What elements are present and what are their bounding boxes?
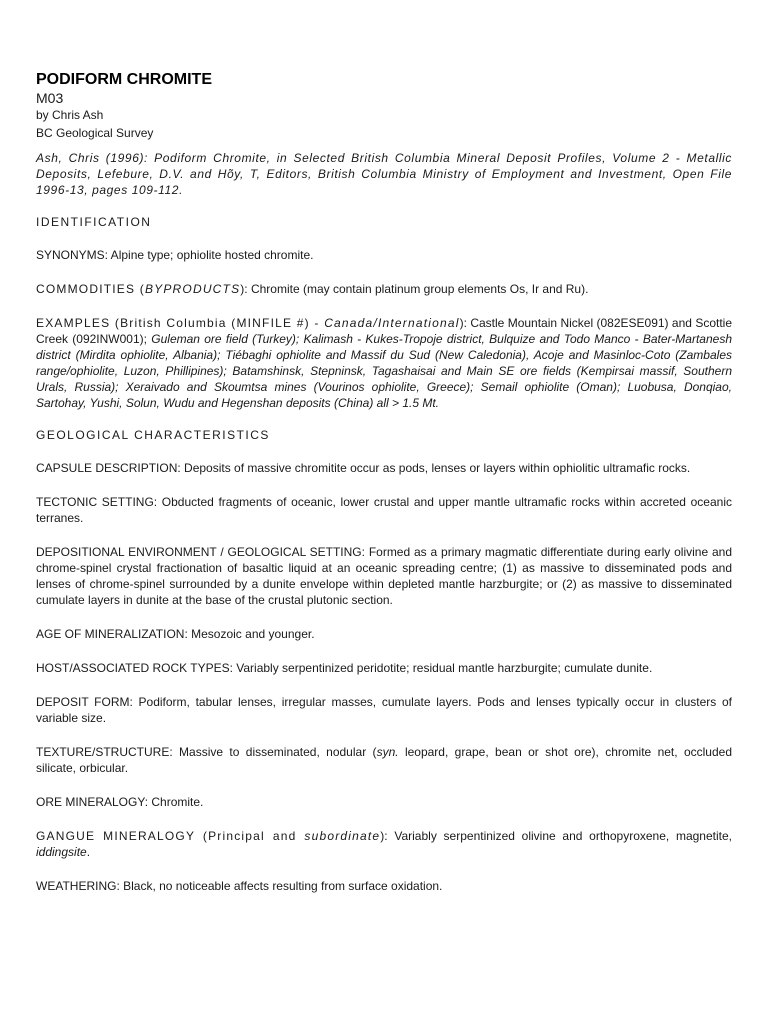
- ore-mineralogy-paragraph: ORE MINERALOGY: Chromite.: [36, 795, 204, 809]
- deposit-form-paragraph: DEPOSIT FORM: Podiform, tabular lenses, irregular masses, cumulate layers. Pods and lenses typically occur in clusters of variable size.: [36, 695, 732, 725]
- texture-text-start: TEXTURE/STRUCTURE: Massive to disseminated, nodular (: [36, 745, 377, 759]
- commodities-label: COMMODITIES (: [36, 282, 145, 296]
- gangue-mineralogy-paragraph: [36, 828, 732, 860]
- examples-international-label: Canada/International: [324, 316, 460, 330]
- commodities-byproducts: BYPRODUCTS: [144, 282, 241, 296]
- examples-international: Guleman ore field (Turkey); Kalimash - Kukes-Tropoje district, Bulquize and Todo Manco - Bater-Martanesh district (Mirdita ophiolite, Albania); Tiébaghi ophiolite and Massif du Sud (New Caledonia), Acoje and Masinloc-Coto (Zambales range/ophiolite, Luzon, Phillipines); Batamshinsk, Stepninsk, Tagashaisai and Main SE ore fields (Kempirsai massif, Southern Urals, Russia); Xeraivado and Skoumtsa mines (Vourinos ophiolite, Greece); Semail ophiolite (Oman); Luobusa, Donqiao, Sartohay, Yushi, Solun, Wudu and Hegenshan deposits (China) all > 1.5 Mt.: [36, 332, 732, 410]
- capsule-description-paragraph: CAPSULE DESCRIPTION: Deposits of massive chromitite occur as pods, lenses or layers within ophiolitic ultramafic rocks.: [36, 461, 691, 475]
- synonyms-paragraph: SYNONYMS: Alpine type; ophiolite hosted chromite.: [36, 248, 314, 262]
- examples-paragraph: [36, 315, 732, 411]
- commodities-text: ): Chromite (may contain platinum group elements Os, Ir and Ru).: [240, 282, 589, 296]
- examples-label: EXAMPLES (British Columbia (MINFILE #) -: [36, 316, 325, 330]
- texture-structure-paragraph: [36, 744, 732, 776]
- gangue-subordinate: subordinate: [304, 829, 381, 843]
- gangue-end: .: [86, 845, 91, 859]
- citation: Ash, Chris (1996): Podiform Chromite, in Selected British Columbia Mineral Deposit Profiles, Volume 2 - Metallic Deposits, Lefebure, D.V. and Hõy, T, Editors, British Columbia Ministry of Employment and Investment, Open File 1996-13, pages 109-112.: [36, 151, 732, 197]
- author-line: by Chris Ash: [36, 108, 104, 122]
- document-title: PODIFORM CHROMITE: [36, 71, 212, 88]
- commodities-paragraph: [36, 281, 732, 297]
- tectonic-setting-paragraph: TECTONIC SETTING: Obducted fragments of oceanic, lower crustal and upper mantle ultramafic rocks within accreted oceanic terranes.: [36, 495, 732, 525]
- gangue-text: ): Variably serpentinized olivine and orthopyroxene, magnetite,: [380, 829, 732, 843]
- age-of-mineralization-paragraph: AGE OF MINERALIZATION: Mesozoic and younger.: [36, 627, 315, 641]
- organization-line: BC Geological Survey: [36, 126, 154, 140]
- gangue-iddingsite: iddingsite: [36, 845, 87, 859]
- section-heading-geological-characteristics: GEOLOGICAL CHARACTERISTICS: [36, 428, 270, 442]
- weathering-paragraph: WEATHERING: Black, no noticeable affects resulting from surface oxidation.: [36, 879, 443, 893]
- texture-syn: syn.: [376, 745, 399, 759]
- host-rock-types-paragraph: HOST/ASSOCIATED ROCK TYPES: Variably serpentinized peridotite; residual mantle harzburgite; cumulate dunite.: [36, 661, 653, 675]
- gangue-label: GANGUE MINERALOGY (Principal and: [36, 829, 305, 843]
- depositional-environment-paragraph: DEPOSITIONAL ENVIRONMENT / GEOLOGICAL SETTING: Formed as a primary magmatic differentiate during early olivine and chrome-spinel crystal fractionation of basaltic liquid at an oceanic spreading centre; (1) as massive to disseminated pods and lenses of chrome-spinel surrounded by a dunite envelope within depleted mantle harzburgite; or (2) as massive to disseminated cumulate layers in dunite at the base of the crustal plutonic section.: [36, 545, 732, 607]
- examples-british-columbia: ): Castle Mountain Nickel (082ESE091) and Scottie Creek (092INW001);: [36, 316, 732, 346]
- deposit-code: M03: [36, 90, 64, 106]
- section-heading-identification: IDENTIFICATION: [36, 215, 152, 229]
- texture-text-end: leopard, grape, bean or shot ore), chromite net, occluded silicate, orbicular.: [36, 745, 732, 775]
